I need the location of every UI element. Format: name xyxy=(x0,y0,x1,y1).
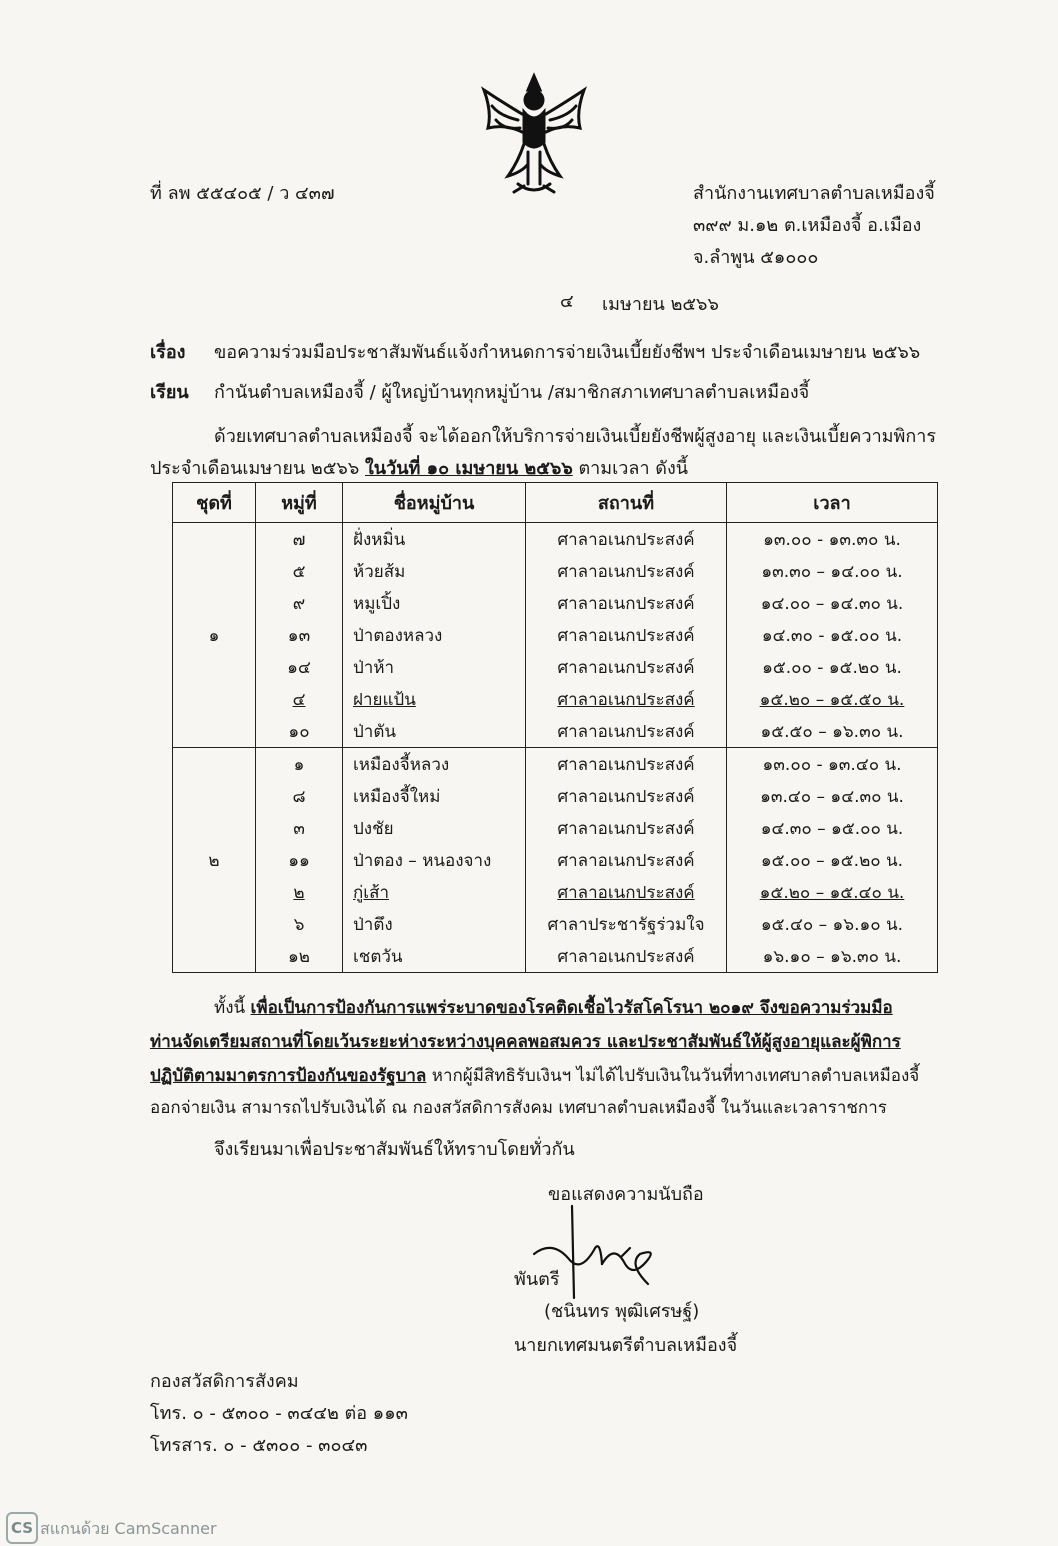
moo-cell: ๖ xyxy=(256,908,343,940)
subject-text: ขอความร่วมมือประชาสัมพันธ์แจ้งกำหนดการจ่ายเงินเบี้ยยังชีพฯ ประจำเดือนเมษายน ๒๕๖๖ xyxy=(214,342,921,363)
village-cell: เชตวัน xyxy=(343,940,526,973)
time-cell: ๑๕.๒๐ – ๑๕.๕๐ น. xyxy=(727,683,938,715)
table-row xyxy=(173,715,938,748)
camscanner-text: สแกนด้วย CamScanner xyxy=(40,1519,217,1538)
table-row xyxy=(173,876,938,908)
place-cell: ศาลาอเนกประสงค์ xyxy=(526,780,727,812)
village-cell: เหมืองจี้หลวง xyxy=(343,748,526,781)
place-cell: ศาลาอเนกประสงค์ xyxy=(526,876,727,908)
village-cell: เหมืองจี้ใหม่ xyxy=(343,780,526,812)
village-cell: ป่าตึง xyxy=(343,908,526,940)
village-cell: ป่าห้า xyxy=(343,651,526,683)
footer-fax: โทรสาร. ๐ - ๕๓๐๐ - ๓๐๔๓ xyxy=(150,1435,368,1456)
place-cell: ศาลาอเนกประสงค์ xyxy=(526,619,727,651)
place-cell: ศาลาอเนกประสงค์ xyxy=(526,715,727,748)
time-cell: ๑๕.๐๐ – ๑๕.๒๐ น. xyxy=(727,844,938,876)
payment-schedule-table xyxy=(172,482,938,973)
rank: พันตรี xyxy=(514,1269,560,1290)
table-row xyxy=(173,748,938,781)
moo-cell: ๗ xyxy=(256,523,343,556)
village-cell: ห้วยส้ม xyxy=(343,555,526,587)
table-row xyxy=(173,812,938,844)
time-cell: ๑๓.๐๐ - ๑๓.๔๐ น. xyxy=(727,748,938,781)
moo-cell: ๒ xyxy=(256,876,343,908)
table-row xyxy=(173,651,938,683)
table-row xyxy=(173,683,938,715)
place-cell: ศาลาอเนกประสงค์ xyxy=(526,587,727,619)
regards: ขอแสดงความนับถือ xyxy=(548,1184,704,1205)
moo-cell: ๑๑ xyxy=(256,844,343,876)
time-cell: ๑๓.๐๐ - ๑๓.๓๐ น. xyxy=(727,523,938,556)
footer-tel: โทร. ๐ - ๕๓๐๐ - ๓๔๔๒ ต่อ ๑๑๓ xyxy=(150,1403,408,1424)
place-cell: ศาลาอเนกประสงค์ xyxy=(526,555,727,587)
header-time: เวลา xyxy=(727,483,938,523)
body2-line-4: ออกจ่ายเงิน สามารถไปรับเงินได้ ณ กองสวัสดิการสังคม เทศบาลตำบลเหมืองจี้ ในวันและเวลาราชการ xyxy=(150,1098,887,1118)
garuda-emblem-icon xyxy=(478,72,590,202)
time-cell: ๑๕.๒๐ – ๑๕.๔๐ น. xyxy=(727,876,938,908)
place-cell: ศาลาอเนกประสงค์ xyxy=(526,748,727,781)
place-cell: ศาลาประชารัฐร่วมใจ xyxy=(526,908,727,940)
time-cell: ๑๖.๑๐ – ๑๖.๓๐ น. xyxy=(727,940,938,973)
table-row xyxy=(173,587,938,619)
reference-number: ที่ ลพ ๕๕๔๐๕ / ว ๔๓๗ xyxy=(150,183,335,204)
table-row xyxy=(173,555,938,587)
village-cell: ฝายแป้น xyxy=(343,683,526,715)
time-cell: ๑๔.๐๐ – ๑๔.๓๐ น. xyxy=(727,587,938,619)
to-label: เรียน xyxy=(150,382,189,403)
footer-department: กองสวัสดิการสังคม xyxy=(150,1371,299,1392)
header-moo: หมู่ที่ xyxy=(256,483,343,523)
body2-line-1: ทั้งนี้ เพื่อเป็นการป้องกันการแพร่ระบาดของโรคติดเชื้อไวรัสโคโรนา ๒๐๑๙ จึงขอความร่วมมือ xyxy=(214,998,893,1018)
moo-cell: ๑๐ xyxy=(256,715,343,748)
place-cell: ศาลาอเนกประสงค์ xyxy=(526,844,727,876)
signer-name: (ชนินทร พุฒิเศรษฐ์) xyxy=(544,1301,700,1322)
header-village: ชื่อหมู่บ้าน xyxy=(343,483,526,523)
time-cell: ๑๔.๓๐ - ๑๕.๐๐ น. xyxy=(727,619,938,651)
time-cell: ๑๔.๓๐ – ๑๕.๐๐ น. xyxy=(727,812,938,844)
table-row xyxy=(173,940,938,973)
place-cell: ศาลาอเนกประสงค์ xyxy=(526,523,727,556)
village-cell: หมูเปิ้ง xyxy=(343,587,526,619)
time-cell: ๑๕.๕๐ – ๑๖.๓๐ น. xyxy=(727,715,938,748)
moo-cell: ๘ xyxy=(256,780,343,812)
table-row xyxy=(173,619,938,651)
village-cell: ป่าตองหลวง xyxy=(343,619,526,651)
table-row xyxy=(173,844,938,876)
place-cell: ศาลาอเนกประสงค์ xyxy=(526,651,727,683)
body2-line-3: ปฏิบัติตามมาตรการป้องกันของรัฐบาล หากผู้มีสิทธิรับเงินฯ ไม่ได้ไปรับเงินในวันที่ทางเทศบาลตำบลเหมืองจี้ xyxy=(150,1066,920,1086)
place-cell: ศาลาอเนกประสงค์ xyxy=(526,812,727,844)
moo-cell: ๑๓ xyxy=(256,619,343,651)
pay-date: ในวันที่ ๑๐ เมษายน ๒๕๖๖ xyxy=(365,458,573,479)
office-line-2: ๓๙๙ ม.๑๒ ต.เหมืองจี้ อ.เมือง xyxy=(693,215,922,236)
set-number: ๑ xyxy=(173,523,256,748)
camscanner-logo-icon: CS xyxy=(6,1512,38,1544)
moo-cell: ๔ xyxy=(256,683,343,715)
date-month-year: เมษายน ๒๕๖๖ xyxy=(602,294,719,315)
header-place: สถานที่ xyxy=(526,483,727,523)
table-row xyxy=(173,780,938,812)
time-cell: ๑๓.๓๐ – ๑๔.๐๐ น. xyxy=(727,555,938,587)
moo-cell: ๑๔ xyxy=(256,651,343,683)
header-set: ชุดที่ xyxy=(173,483,256,523)
village-cell: ป่าตัน xyxy=(343,715,526,748)
closing-line: จึงเรียนมาเพื่อประชาสัมพันธ์ให้ทราบโดยทั่วกัน xyxy=(214,1139,575,1160)
intro-line-2: ประจำเดือนเมษายน ๒๕๖๖ ในวันที่ ๑๐ เมษายน ๒๕๖๖ ตามเวลา ดังนี้ xyxy=(150,458,689,479)
moo-cell: ๙ xyxy=(256,587,343,619)
intro-line-1: ด้วยเทศบาลตำบลเหมืองจี้ จะได้ออกให้บริการจ่ายเงินเบี้ยยังชีพผู้สูงอายุ และเงินเบี้ยความพิการ xyxy=(214,426,937,447)
moo-cell: ๕ xyxy=(256,555,343,587)
office-line-3: จ.ลำพูน ๕๑๐๐๐ xyxy=(693,247,819,268)
village-cell: ป่าตอง – หนองจาง xyxy=(343,844,526,876)
time-cell: ๑๓.๔๐ – ๑๔.๓๐ น. xyxy=(727,780,938,812)
set-number: ๒ xyxy=(173,748,256,973)
table-row xyxy=(173,523,938,556)
time-cell: ๑๕.๔๐ – ๑๖.๑๐ น. xyxy=(727,908,938,940)
village-cell: กู่เส้า xyxy=(343,876,526,908)
date-day: ๔ xyxy=(560,291,574,312)
time-cell: ๑๕.๐๐ - ๑๕.๒๐ น. xyxy=(727,651,938,683)
village-cell: ปงชัย xyxy=(343,812,526,844)
signer-position: นายกเทศมนตรีตำบลเหมืองจี้ xyxy=(514,1335,738,1356)
table-row xyxy=(173,908,938,940)
to-text: กำนันตำบลเหมืองจี้ / ผู้ใหญ่บ้านทุกหมู่บ้าน /สมาชิกสภาเทศบาลตำบลเหมืองจี้ xyxy=(214,382,810,403)
subject-label: เรื่อง xyxy=(150,342,186,363)
table-header-row xyxy=(173,483,938,523)
village-cell: ฝั่งหมิ่น xyxy=(343,523,526,556)
moo-cell: ๑ xyxy=(256,748,343,781)
place-cell: ศาลาอเนกประสงค์ xyxy=(526,940,727,973)
moo-cell: ๑๒ xyxy=(256,940,343,973)
moo-cell: ๓ xyxy=(256,812,343,844)
office-line-1: สำนักงานเทศบาลตำบลเหมืองจี้ xyxy=(693,183,935,204)
body2-line-2: ท่านจัดเตรียมสถานที่โดยเว้นระยะห่างระหว่างบุคคลพอสมควร และประชาสัมพันธ์ให้ผู้สูงอายุและผู้พิการ xyxy=(150,1032,901,1052)
place-cell: ศาลาอเนกประสงค์ xyxy=(526,683,727,715)
